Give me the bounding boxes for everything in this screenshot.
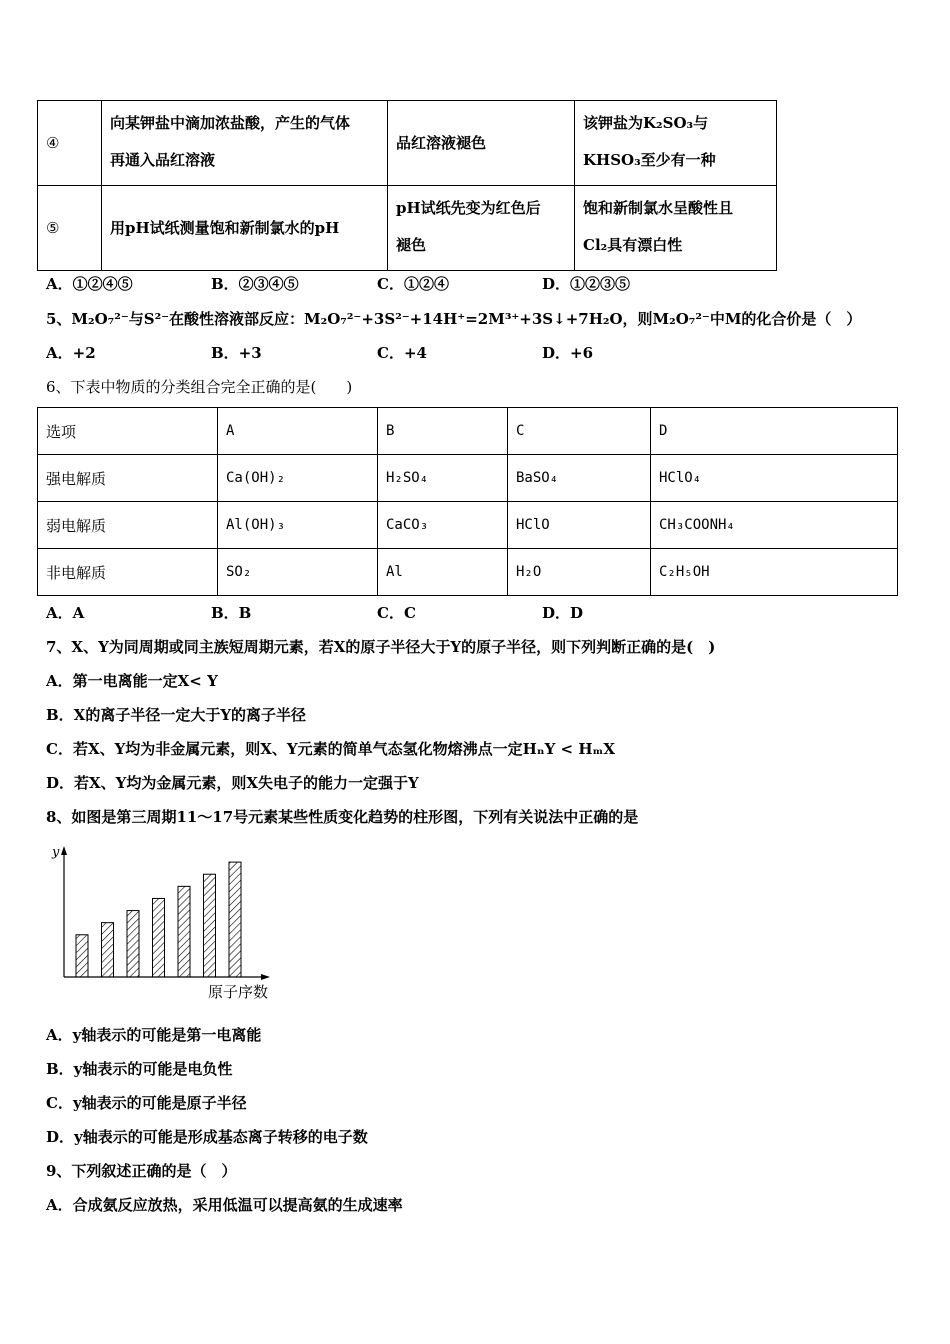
table-cell: CaCO₃ xyxy=(378,502,508,549)
phenomenon-cell xyxy=(388,101,575,186)
phenomenon-cell xyxy=(388,186,575,271)
header-cell: D xyxy=(651,408,898,455)
table-row xyxy=(38,101,777,186)
option-d[interactable]: D．若X、Y均为金属元素，则X失电子的能力一定强于Y xyxy=(46,774,419,792)
operation-cell xyxy=(102,186,388,271)
table-cell: C₂H₅OH xyxy=(651,549,898,596)
row-number: ⑤ xyxy=(38,186,102,271)
option-b[interactable]: B．+3 xyxy=(211,344,262,362)
y-axis-arrow xyxy=(61,846,67,855)
header-cell: B xyxy=(378,408,508,455)
classification-table xyxy=(37,407,898,596)
option-c[interactable]: C．若X、Y均为非金属元素，则X、Y元素的简单气态氢化物熔沸点一定HₙY < HₘX xyxy=(46,740,616,758)
bar-14 xyxy=(153,898,165,977)
bar-chart xyxy=(40,840,290,1010)
bar-15 xyxy=(178,886,190,977)
row-number: ④ xyxy=(38,101,102,186)
phenomenon-line: pH试纸先变为红色后 xyxy=(396,199,541,217)
table-cell: HClO₄ xyxy=(651,455,898,502)
option-b[interactable]: B．B xyxy=(211,604,252,622)
bar-13 xyxy=(127,911,139,977)
table-cell: Al xyxy=(378,549,508,596)
x-axis-arrow xyxy=(261,974,270,980)
table-row xyxy=(38,455,898,502)
header-cell: A xyxy=(218,408,378,455)
q6-stem: 6、下表中物质的分类组合完全正确的是( ) xyxy=(46,378,353,396)
table-cell: Al(OH)₃ xyxy=(218,502,378,549)
table-cell: HClO xyxy=(508,502,651,549)
table-cell: H₂O xyxy=(508,549,651,596)
table-row xyxy=(38,186,777,271)
bar-series xyxy=(76,862,241,977)
table-cell: 弱电解质 xyxy=(38,502,218,549)
option-c[interactable]: C．+4 xyxy=(377,344,427,362)
option-c[interactable]: C．y轴表示的可能是原子半径 xyxy=(46,1094,247,1112)
q7-stem: 7、X、Y为同周期或同主族短周期元素，若X的原子半径大于Y的原子半径，则下列判断正确的是( ) xyxy=(46,638,716,656)
option-a[interactable]: A．①②④⑤ xyxy=(46,275,133,293)
table-row xyxy=(38,549,898,596)
option-d[interactable]: D．+6 xyxy=(542,344,594,362)
conclusion-cell xyxy=(575,101,777,186)
conclusion-line: 该钾盐为K₂SO₃与 xyxy=(583,114,709,132)
option-d[interactable]: D．y轴表示的可能是形成基态离子转移的电子数 xyxy=(46,1128,368,1146)
x-axis-label: 原子序数 xyxy=(208,983,269,1001)
option-d[interactable]: D．①②③⑤ xyxy=(542,275,631,293)
y-axis-label: y xyxy=(52,845,60,860)
option-d[interactable]: D．D xyxy=(542,604,584,622)
option-a[interactable]: A．y轴表示的可能是第一电离能 xyxy=(46,1026,262,1044)
option-c[interactable]: C．C xyxy=(377,604,416,622)
q5-stem: 5、M₂O₇²⁻与S²⁻在酸性溶液部反应：M₂O₇²⁻+3S²⁻+14H⁺=2M³⁺+3S↓+7H₂O，则M₂O₇²⁻中M的化合价是（ ） xyxy=(46,310,862,328)
operation-line: 用pH试纸测量饱和新制氯水的pH xyxy=(110,218,340,237)
operation-line: 向某钾盐中滴加浓盐酸，产生的气体 xyxy=(110,114,351,132)
conclusion-line: Cl₂具有漂白性 xyxy=(583,236,683,254)
conclusion-line: 饱和新制氯水呈酸性且 xyxy=(583,199,734,217)
bar-11 xyxy=(76,935,88,977)
conclusion-line: KHSO₃至少有一种 xyxy=(583,151,716,169)
option-a[interactable]: A．第一电离能一定X< Y xyxy=(46,672,218,690)
q8-stem: 8、如图是第三周期11～17号元素某些性质变化趋势的柱形图，下列有关说法中正确的是 xyxy=(46,808,639,826)
phenomenon-line: 品红溶液褪色 xyxy=(396,133,487,152)
bar-12 xyxy=(102,923,114,977)
bar-16 xyxy=(204,874,216,977)
option-a[interactable]: A．A xyxy=(46,604,85,622)
option-c[interactable]: C．①②④ xyxy=(377,275,449,293)
table-cell: H₂SO₄ xyxy=(378,455,508,502)
table-cell: SO₂ xyxy=(218,549,378,596)
option-b[interactable]: B．②③④⑤ xyxy=(211,275,299,293)
header-cell: 选项 xyxy=(38,408,218,455)
table-row xyxy=(38,502,898,549)
table-cell: CH₃COONH₄ xyxy=(651,502,898,549)
option-a[interactable]: A．合成氨反应放热，采用低温可以提高氨的生成速率 xyxy=(46,1196,403,1214)
conclusion-cell xyxy=(575,186,777,271)
bar-17 xyxy=(229,862,241,977)
experiment-table xyxy=(37,100,777,271)
operation-cell xyxy=(102,101,388,186)
option-b[interactable]: B．X的离子半径一定大于Y的离子半径 xyxy=(46,706,307,724)
table-cell: 非电解质 xyxy=(38,549,218,596)
header-cell: C xyxy=(508,408,651,455)
table-cell: BaSO₄ xyxy=(508,455,651,502)
option-b[interactable]: B．y轴表示的可能是电负性 xyxy=(46,1060,233,1078)
option-a[interactable]: A．+2 xyxy=(46,344,96,362)
q9-stem: 9、下列叙述正确的是（ ） xyxy=(46,1162,237,1180)
phenomenon-line: 褪色 xyxy=(396,236,427,254)
table-header-row xyxy=(38,408,898,455)
table-cell: 强电解质 xyxy=(38,455,218,502)
operation-line: 再通入品红溶液 xyxy=(110,151,216,169)
table-cell: Ca(OH)₂ xyxy=(218,455,378,502)
